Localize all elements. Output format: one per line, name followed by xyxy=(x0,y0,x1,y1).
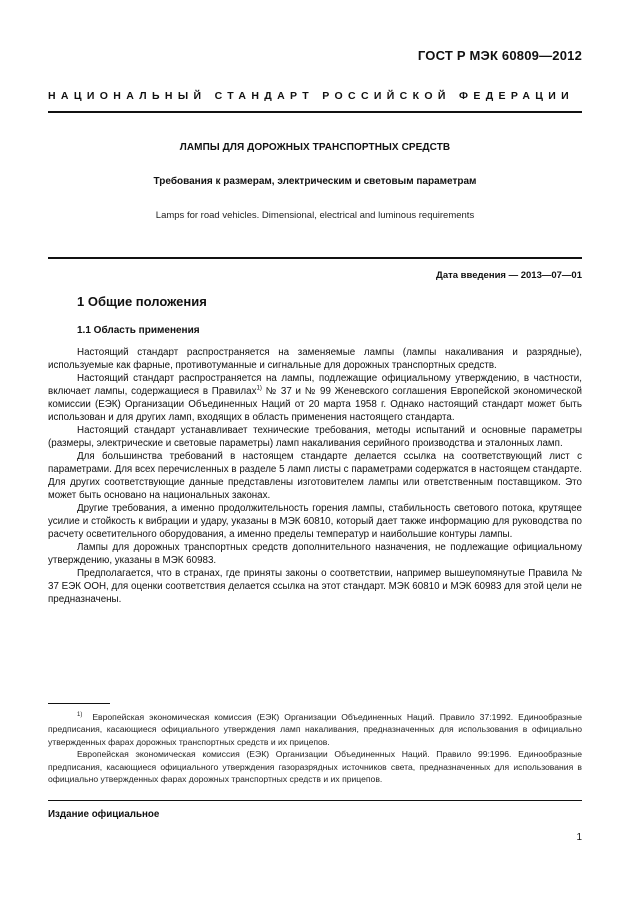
paragraph-2-end: № 37 и № 99 Женевского соглашения Европейской экономической комиссии (ЕЭК) Организации Объединенных Наций от 20 марта 1958 г. Однако настоящий стандарт может быть использован и для других ламп, входящих в область применения настоящего стандарта. xyxy=(48,386,582,423)
official-edition-label: Издание официальное xyxy=(48,809,160,820)
footnote-1-text: Европейская экономическая комиссия (ЕЭК) Организации Объединенных Наций. Правило 37:1992. Единообразные предписания, касающиеся официального утверждения ламп накаливания, предназначенных для использования в официально утвержденных фарах дорожных транспортных средств и их прицепов. xyxy=(48,712,582,747)
paragraph-6: Лампы для дорожных транспортных средств дополнительного назначения, не подлежащие официальному утверждению, указаны в МЭК 60983. xyxy=(48,542,582,566)
english-title: Lamps for road vehicles. Dimensional, electrical and luminous requirements xyxy=(155,210,475,221)
introduction-date: Дата введения — 2013—07—01 xyxy=(436,270,582,281)
footnote-1 xyxy=(48,711,582,748)
footnote-marker: 1) xyxy=(77,712,83,719)
standard-code: ГОСТ Р МЭК 60809—2012 xyxy=(417,48,582,63)
national-standard-banner: НАЦИОНАЛЬНЫЙ СТАНДАРТ РОССИЙСКОЙ ФЕДЕРАЦИИ xyxy=(48,90,575,102)
section-body xyxy=(48,346,582,606)
top-divider xyxy=(48,111,582,113)
footnotes xyxy=(48,711,582,785)
paragraph-4: Для большинства требований в настоящем стандарте делается ссылка на соответствующий лист с параметрами. Для всех перечисленных в разделе 5 ламп листы с параметрами содержатся в настоящем стандарте. Для других соответствующие данные представлены изготовителем лампы или ответственным поставщиком. Это может быть основано на национальных законах. xyxy=(48,451,582,501)
footnote-2: Европейская экономическая комиссия (ЕЭК) Организации Объединенных Наций. Правило 99:1996. Единообразные предписания, касающиеся официального утверждения газоразрядных источников света, предназначенных для использования в официально утвержденных фарах дорожных транспортных средств и их прицепов. xyxy=(48,749,582,785)
paragraph-3: Настоящий стандарт устанавливает технические требования, методы испытаний и основные параметры (размеры, электрические и световые параметры) ламп накаливания серийного производства и эталонных ламп. xyxy=(48,425,582,449)
footnote-reference[interactable]: 1) xyxy=(256,385,262,392)
footer-divider xyxy=(48,800,582,801)
document-title: ЛАМПЫ ДЛЯ ДОРОЖНЫХ ТРАНСПОРТНЫХ СРЕДСТВ xyxy=(179,142,451,153)
title-divider xyxy=(48,257,582,259)
paragraph-2-start: Настоящий стандарт распространяется на лампы, подлежащие официальному утверждению, в частности, включает лампы, содержащиеся в Правилах xyxy=(48,373,582,397)
paragraph-7: Предполагается, что в странах, где приняты законы о соответствии, например вышеупомянутые Правила № 37 ЕЭК ООН, для оценки соответствия делается ссылка на этот стандарт. МЭК 60810 и МЭК 60983 для этой цели не предназначены. xyxy=(48,568,582,605)
document-subtitle: Требования к размерам, электрическим и световым параметрам xyxy=(153,176,477,187)
footnote-separator xyxy=(48,703,110,704)
page-number: 1 xyxy=(576,832,582,843)
subsection-heading: 1.1 Область применения xyxy=(77,325,200,336)
paragraph-1: Настоящий стандарт распространяется на заменяемые лампы (лампы накаливания и разрядные), используемые как фарные, противотуманные и сигнальные для дорожных транспортных средств. xyxy=(48,347,582,371)
paragraph-2 xyxy=(48,372,582,424)
section-heading: 1 Общие положения xyxy=(77,294,207,309)
paragraph-5: Другие требования, а именно продолжительность горения лампы, стабильность светового потока, крутящее усилие и стойкость к вибрации и удару, указаны в МЭК 60810, который дает также информацию для руководства по расчету осветительного оборудования, а именно пределы температур и наибольшие контуры лампы. xyxy=(48,503,582,540)
